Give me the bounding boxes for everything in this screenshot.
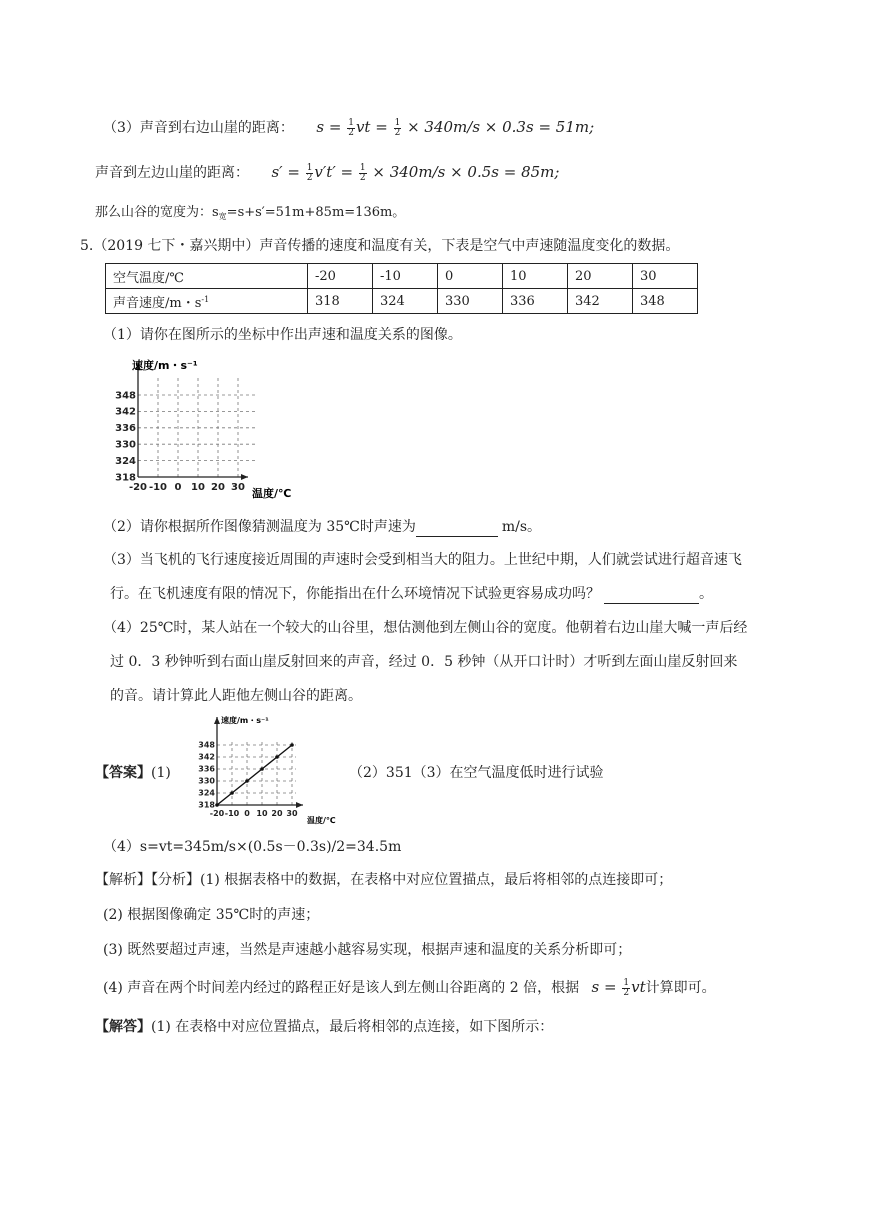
text: 那么山谷的宽度为：s	[95, 205, 219, 220]
frac-den: 2	[623, 987, 630, 998]
x-tick-label: 30	[286, 809, 298, 818]
question-2	[103, 517, 541, 537]
table-cell: 336	[503, 289, 568, 314]
question-4-line1: （4）25℃时，某人站在一个较大的山谷里，想估测他到左侧山谷的宽度。他朝着右边山崖大喊一声后经	[103, 620, 748, 636]
text: m/s。	[501, 519, 542, 535]
valley-width-line	[95, 203, 405, 227]
step-label: （3）声音到右边山崖的距离：	[103, 120, 294, 136]
text: （2）请你根据所作图像猜测温度为 35℃时声速为	[103, 519, 416, 535]
x-tick-label: 0	[174, 482, 182, 493]
text: 行。在飞机速度有限的情况下，你能指出在什么环境情况下试验更容易成功吗？	[110, 586, 600, 602]
y-tick-label: 318	[198, 800, 215, 810]
x-tick-label: -20	[209, 809, 225, 818]
formula	[592, 978, 646, 996]
y-tick-label: 336	[115, 423, 136, 435]
x-tick-label: -20	[128, 482, 148, 493]
question-5-title: 5.（2019 七下・嘉兴期中）声音传播的速度和温度有关，下表是空气中声速随温度变化的数据。	[80, 238, 680, 254]
text: (1) 在表格中对应位置描点，最后将相邻的点连接，如下图所示：	[151, 1019, 554, 1035]
table-cell: 0	[438, 264, 503, 289]
y-tick-label: 348	[198, 740, 215, 750]
blank-coordinate-graph	[100, 355, 300, 505]
table-cell: -10	[373, 264, 438, 289]
analysis-line1: 【解析】【分析】(1) 根据表格中的数据，在表格中对应位置描点，最后将相邻的点连接即可；	[95, 872, 673, 888]
text: (1)	[151, 765, 171, 781]
y-tick-label: 342	[198, 752, 215, 762]
y-tick-label: 348	[115, 390, 136, 402]
x-tick-label: 10	[191, 482, 205, 493]
step-label: 声音到左边山崖的距离：	[95, 165, 249, 181]
grid-lines	[138, 375, 258, 477]
solution-line	[95, 1017, 553, 1037]
frac-den: 2	[359, 172, 366, 183]
x-tick-labels	[129, 482, 245, 493]
subscript: 宽	[218, 212, 227, 221]
y-tick-label: 330	[198, 776, 215, 786]
x-axis-label: 温度/℃	[252, 487, 292, 500]
superscript: -1	[201, 294, 210, 304]
frac-num: 1	[306, 162, 313, 173]
analysis-line4	[103, 977, 716, 998]
x-tick-label: 20	[211, 482, 225, 493]
formula-lhs: s =	[591, 978, 617, 996]
y-axis-label: 速度/m・s⁻¹	[132, 359, 198, 372]
table-cell: -20	[308, 264, 373, 289]
table-cell: 330	[438, 289, 503, 314]
y-tick-label: 324	[198, 788, 215, 798]
x-tick-label: -10	[224, 809, 240, 818]
text: 声音速度/m・s	[113, 295, 202, 311]
y-tick-label: 318	[115, 472, 136, 484]
fraction	[347, 119, 355, 138]
frac-den: 2	[306, 172, 313, 183]
table-cell: 30	[633, 264, 698, 289]
answer-label	[95, 763, 171, 783]
answer-blank[interactable]	[416, 522, 498, 537]
table-row	[106, 264, 698, 289]
question-1: （1）请你在图所示的坐标中作出声速和温度关系的图像。	[103, 327, 462, 343]
text: =s+s′=51m+85m=136m。	[226, 205, 406, 220]
y-axis-label: 速度/m・s⁻¹	[221, 716, 269, 725]
data-point	[290, 743, 294, 747]
formula-lhs: s′ =	[271, 163, 300, 181]
solution-step-right-cliff	[103, 117, 594, 138]
fraction	[394, 119, 402, 138]
frac-num: 1	[348, 117, 354, 128]
text: 。	[699, 586, 713, 602]
y-tick-label: 324	[115, 455, 136, 467]
fraction	[622, 979, 630, 998]
text: (4) 声音在两个时间差内经过的路程正好是该人到左侧山谷距离的 2 倍，根据	[103, 980, 580, 996]
question-3-line2	[110, 584, 713, 604]
x-tick-label: 0	[244, 809, 250, 818]
question-4-line3: 的音。请计算此人距他左侧山谷的距离。	[110, 688, 362, 704]
data-point	[275, 755, 279, 759]
frac-den: 2	[394, 127, 401, 138]
fraction	[359, 164, 367, 183]
table-cell: 342	[568, 289, 633, 314]
formula-mid: vt =	[355, 118, 388, 136]
text: 计算即可。	[645, 980, 716, 996]
table-cell: 空气温度/℃	[106, 264, 308, 289]
formula-lhs: s =	[316, 118, 342, 136]
fraction	[306, 164, 314, 183]
sound-speed-table	[105, 263, 698, 314]
formula-left	[271, 163, 559, 181]
table-cell: 348	[633, 289, 698, 314]
question-3-line1: （3）当飞机的飞行速度接近周围的声速时会受到相当大的阻力。上世纪中期，人们就尝试进行超音速飞	[103, 552, 742, 568]
frac-num: 1	[359, 162, 366, 173]
question-4-line2: 过 0．3 秒钟听到右面山崖反射回来的声音，经过 0．5 秒钟（从开口计时）才听到左面山崖反射回来	[110, 654, 738, 670]
table-cell	[106, 289, 308, 314]
table-cell: 324	[373, 289, 438, 314]
answer-tag: 【答案】	[95, 765, 151, 781]
answer-blank[interactable]	[604, 589, 699, 604]
y-tick-labels	[115, 390, 136, 483]
x-axis-label: 温度/℃	[307, 816, 336, 825]
y-tick-label: 330	[115, 439, 136, 451]
data-point	[215, 803, 219, 807]
frac-num: 1	[623, 977, 630, 988]
x-tick-label: 20	[271, 809, 283, 818]
analysis-line3: (3) 既然要超过声速，当然是声速越小越容易实现，根据声速和温度的关系分析即可；	[103, 942, 632, 958]
x-tick-label: -10	[148, 482, 168, 493]
y-tick-label: 342	[115, 406, 136, 418]
formula-mid: v′t′ =	[314, 163, 354, 181]
x-tick-label: 10	[256, 809, 268, 818]
formula-rhs: × 340m/s × 0.5s = 85m;	[372, 163, 560, 181]
solution-tag: 【解答】	[95, 1019, 151, 1035]
data-point	[260, 767, 264, 771]
data-point	[245, 779, 249, 783]
table-cell: 318	[308, 289, 373, 314]
formula-rhs: vt	[631, 978, 646, 996]
answer-chart	[193, 713, 343, 828]
table-cell: 10	[503, 264, 568, 289]
table-cell: 20	[568, 264, 633, 289]
y-tick-label: 336	[198, 764, 215, 774]
x-tick-label: 30	[231, 482, 245, 493]
frac-den: 2	[348, 127, 354, 138]
formula-right	[316, 118, 594, 136]
frac-num: 1	[394, 117, 401, 128]
analysis-line2: (2) 根据图像确定 35℃时的声速；	[103, 907, 320, 923]
data-point	[230, 791, 234, 795]
x-axis-arrow	[241, 474, 248, 480]
table-row	[106, 289, 698, 314]
answer-part4: （4）s=vt=345m/s×(0.5s－0.3s)/2=34.5m	[103, 839, 402, 855]
answer-part2: （2）351（3）在空气温度低时进行试验	[349, 765, 604, 781]
formula-rhs: × 340m/s × 0.3s = 51m;	[407, 118, 595, 136]
solution-step-left-cliff	[95, 162, 559, 183]
axes	[135, 363, 248, 480]
